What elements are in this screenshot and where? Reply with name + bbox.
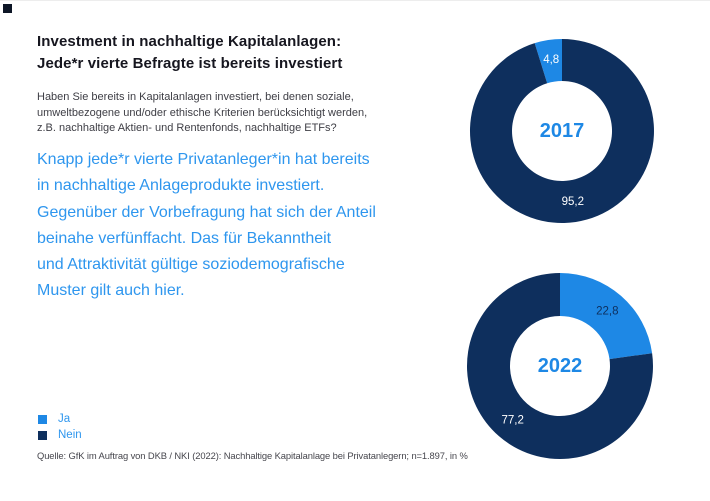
summary-line-1: Knapp jede*r vierte Privatanleger*in hat bereits (37, 151, 370, 168)
question-line-3: z.B. nachhaltige Aktien- und Rentenfonds, nachhaltige ETFs? (37, 122, 337, 134)
legend-item-ja (38, 412, 82, 427)
question-line-1: Haben Sie bereits in Kapitalanlagen investiert, bei denen soziale, (37, 91, 354, 103)
donut-center-year-label-2017: 2017 (539, 120, 585, 142)
question-line-2: umweltbezogene und/oder ethische Kriterien berücksichtigt werden, (37, 106, 368, 119)
corner-mark (3, 4, 12, 13)
summary-line-5: und Attraktivität gültige soziodemografische (37, 256, 345, 274)
title-line-1: Investment in nachhaltige Kapitalanlagen: (37, 33, 342, 50)
donut-chart-2022 (460, 266, 660, 466)
segment-value-label-ja-2017: 4,8 (543, 53, 560, 66)
summary-line-4: beinahe verfünffacht. Das für Bekanntheit (37, 229, 332, 247)
legend-label-ja: Ja (58, 413, 71, 425)
summary-line-2: in nachhaltige Anlageprodukte investiert. (37, 177, 325, 195)
title-line-2: Jede*r vierte Befragte ist bereits investiert (37, 55, 343, 72)
chart-legend (38, 412, 82, 444)
donut-center-year-label-2022: 2022 (537, 355, 583, 377)
donut-svg-2022 (460, 266, 660, 466)
summary-line-3: Gegenüber der Vorbefragung hat sich der Anteil (37, 203, 376, 221)
segment-value-label-nein-2017: 95,2 (561, 196, 584, 209)
legend-label-nein: Nein (58, 429, 82, 441)
survey-question (37, 90, 457, 137)
key-finding-text (37, 147, 457, 305)
page-title (37, 31, 457, 75)
legend-swatch-ja (38, 415, 47, 424)
segment-value-label-ja-2022: 22,8 (596, 305, 619, 318)
donut-chart-2017 (462, 31, 662, 231)
donut-svg-2017 (462, 31, 662, 231)
summary-line-6: Muster gilt auch hier. (37, 282, 185, 300)
source-note: Quelle: GfK im Auftrag von DKB / NKI (2022): Nachhaltige Kapitalanlage bei Privatanlegern; n=1.897, in % (37, 450, 468, 461)
legend-item-nein (38, 428, 82, 443)
legend-swatch-nein (38, 431, 47, 440)
segment-value-label-nein-2022: 77,2 (501, 414, 524, 427)
